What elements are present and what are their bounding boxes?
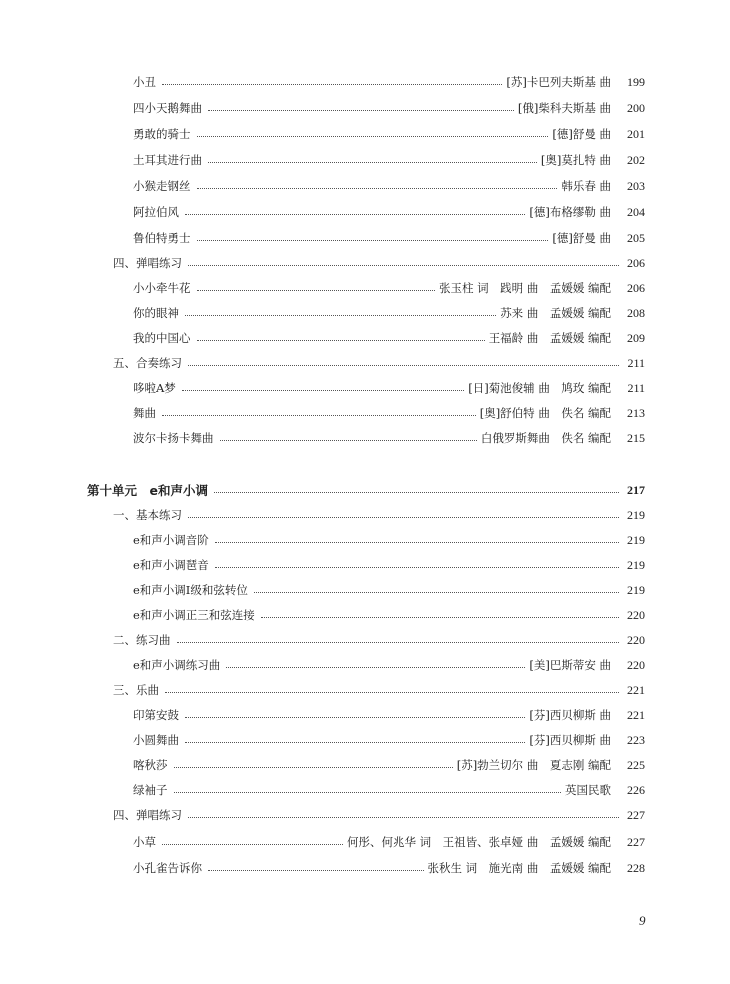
entry-page: 221: [627, 682, 645, 697]
toc-entry: [133, 604, 645, 626]
toc-entry: [133, 377, 645, 399]
leader-dots: [162, 415, 476, 416]
entry-title: 舞曲: [133, 406, 156, 420]
entry-title: 小小牵牛花: [133, 281, 191, 295]
entry-page: 221: [627, 707, 645, 722]
entry-title: 印第安鼓: [133, 708, 179, 722]
toc-entry: [133, 123, 645, 145]
toc-entry: [133, 729, 645, 751]
entry-page: 205: [627, 230, 645, 245]
entry-page: 202: [627, 152, 645, 167]
entry-credit: [德]舒曼 曲: [552, 127, 611, 141]
entry-credit: [俄]柴科夫斯基 曲: [517, 101, 611, 115]
entry-credit: 何彤、何兆华 词 王祖皆、张卓娅 曲 孟媛媛 编配: [347, 835, 611, 849]
entry-title: 小草: [133, 835, 156, 849]
leader-dots: [182, 390, 464, 391]
toc-unit-heading: [87, 479, 645, 501]
entry-title: e和声小调音阶: [133, 533, 209, 547]
entry-credit: [美]巴斯蒂安 曲: [529, 658, 611, 672]
entry-credit: 苏来 曲 孟媛媛 编配: [500, 306, 611, 320]
entry-title: 二、练习曲: [113, 633, 171, 647]
entry-page: 225: [627, 757, 645, 772]
entry-title: e和声小调正三和弦连接: [133, 608, 255, 622]
leader-dots: [215, 567, 619, 568]
leader-dots: [174, 792, 562, 793]
entry-title: 喀秋莎: [133, 758, 168, 772]
entry-title: 小猴走钢丝: [133, 179, 191, 193]
entry-credit: [芬]西贝柳斯 曲: [529, 733, 611, 747]
toc-entry: [133, 579, 645, 601]
entry-credit: 张玉柱 词 践明 曲 孟媛媛 编配: [439, 281, 611, 295]
entry-credit: [苏]勃兰切尔 曲 夏志刚 编配: [456, 758, 611, 772]
entry-title: e和声小调琶音: [133, 558, 209, 572]
toc-entry: [133, 97, 645, 119]
entry-page: 220: [627, 632, 645, 647]
toc-section: [113, 629, 645, 651]
leader-dots: [197, 188, 558, 189]
entry-credit: [苏]卡巴列夫斯基 曲: [506, 75, 611, 89]
leader-dots: [162, 844, 343, 845]
toc-entry: [133, 201, 645, 223]
entry-page: 209: [627, 330, 645, 345]
leader-dots: [185, 214, 525, 215]
entry-page: 208: [627, 305, 645, 320]
leader-dots: [215, 542, 619, 543]
leader-dots: [185, 742, 525, 743]
entry-page: 206: [627, 255, 645, 270]
entry-title: 四、弹唱练习: [113, 808, 182, 822]
toc-section: [113, 679, 645, 701]
leader-dots: [197, 290, 436, 291]
toc-section: [113, 352, 645, 374]
leader-dots: [197, 240, 549, 241]
leader-dots: [226, 667, 525, 668]
entry-title: 三、乐曲: [113, 683, 159, 697]
leader-dots: [208, 162, 537, 163]
entry-title: e和声小调Ⅰ级和弦转位: [133, 583, 248, 597]
entry-credit: 王福龄 曲 孟媛媛 编配: [488, 331, 611, 345]
entry-credit: 白俄罗斯舞曲 佚名 编配: [480, 431, 611, 445]
toc-entry: [133, 175, 645, 197]
unit-title: 第十单元 e和声小调: [87, 483, 208, 498]
entry-title: 一、基本练习: [113, 508, 182, 522]
entry-page: 219: [627, 532, 645, 547]
toc-entry: [133, 327, 645, 349]
leader-dots: [220, 440, 477, 441]
leader-dots: [197, 340, 485, 341]
entry-page: 227: [627, 807, 645, 822]
entry-credit: [德]舒曼 曲: [552, 231, 611, 245]
toc-entry: [133, 302, 645, 324]
entry-page: 223: [627, 732, 645, 747]
toc-entry: [133, 654, 645, 676]
entry-title: 我的中国心: [133, 331, 191, 345]
entry-page: 227: [627, 834, 645, 849]
toc-entry: [133, 779, 645, 801]
leader-dots: [165, 692, 619, 693]
toc-section: [113, 804, 645, 826]
leader-dots: [214, 492, 619, 493]
entry-credit: 韩乐春 曲: [561, 179, 611, 193]
entry-credit: [奥]莫扎特 曲: [540, 153, 611, 167]
page-number: 9: [639, 913, 646, 928]
entry-page: 201: [627, 126, 645, 141]
entry-credit: [芬]西贝柳斯 曲: [529, 708, 611, 722]
entry-page: 203: [627, 178, 645, 193]
leader-dots: [188, 517, 619, 518]
entry-page: 204: [627, 204, 645, 219]
entry-title: e和声小调练习曲: [133, 658, 221, 672]
entry-title: 五、合奏练习: [113, 356, 182, 370]
leader-dots: [162, 84, 502, 85]
entry-page: 211: [627, 355, 645, 370]
leader-dots: [208, 870, 424, 871]
leader-dots: [185, 315, 496, 316]
entry-title: 哆啦A梦: [133, 381, 176, 395]
entry-page: 211: [627, 380, 645, 395]
entry-page: 219: [627, 582, 645, 597]
entry-title: 鲁伯特勇士: [133, 231, 191, 245]
toc-entry: [133, 831, 645, 853]
entry-title: 四小天鹅舞曲: [133, 101, 202, 115]
toc-entry: [133, 71, 645, 93]
entry-page: 219: [627, 557, 645, 572]
toc-entry: [133, 529, 645, 551]
leader-dots: [261, 617, 619, 618]
leader-dots: [197, 136, 549, 137]
leader-dots: [188, 365, 619, 366]
leader-dots: [254, 592, 619, 593]
leader-dots: [177, 642, 620, 643]
entry-title: 勇敢的骑士: [133, 127, 191, 141]
entry-title: 你的眼神: [133, 306, 179, 320]
entry-title: 绿袖子: [133, 783, 168, 797]
toc-section: [113, 252, 645, 274]
entry-page: 217: [627, 482, 645, 497]
entry-page: 219: [627, 507, 645, 522]
toc-entry: [133, 427, 645, 449]
leader-dots: [188, 817, 619, 818]
entry-title: 四、弹唱练习: [113, 256, 182, 270]
entry-credit: 张秋生 词 施光南 曲 孟媛媛 编配: [427, 861, 611, 875]
entry-page: 226: [627, 782, 645, 797]
entry-page: 228: [627, 860, 645, 875]
entry-page: 220: [627, 657, 645, 672]
entry-title: 波尔卡扬卡舞曲: [133, 431, 214, 445]
entry-title: 阿拉伯风: [133, 205, 179, 219]
entry-page: 220: [627, 607, 645, 622]
entry-page: 206: [627, 280, 645, 295]
toc-entry: [133, 227, 645, 249]
entry-title: 土耳其进行曲: [133, 153, 202, 167]
entry-title: 小丑: [133, 75, 156, 89]
leader-dots: [188, 265, 619, 266]
toc-entry: [133, 754, 645, 776]
toc-section: [113, 504, 645, 526]
leader-dots: [174, 767, 453, 768]
entry-credit: 英国民歌: [565, 783, 611, 797]
entry-page: 200: [627, 100, 645, 115]
entry-page: 215: [627, 430, 645, 445]
toc-entry: [133, 402, 645, 424]
leader-dots: [185, 717, 525, 718]
entry-credit: [德]布格缪勒 曲: [529, 205, 611, 219]
toc-entry: [133, 857, 645, 879]
entry-credit: [日]菊池俊辅 曲 鸠玫 编配: [468, 381, 611, 395]
toc-entry: [133, 149, 645, 171]
entry-credit: [奥]舒伯特 曲 佚名 编配: [479, 406, 611, 420]
entry-page: 199: [627, 74, 645, 89]
toc-entry: [133, 704, 645, 726]
toc-entry: [133, 277, 645, 299]
entry-page: 213: [627, 405, 645, 420]
entry-title: 小圆舞曲: [133, 733, 179, 747]
entry-title: 小孔雀告诉你: [133, 861, 202, 875]
leader-dots: [208, 110, 514, 111]
toc-entry: [133, 554, 645, 576]
